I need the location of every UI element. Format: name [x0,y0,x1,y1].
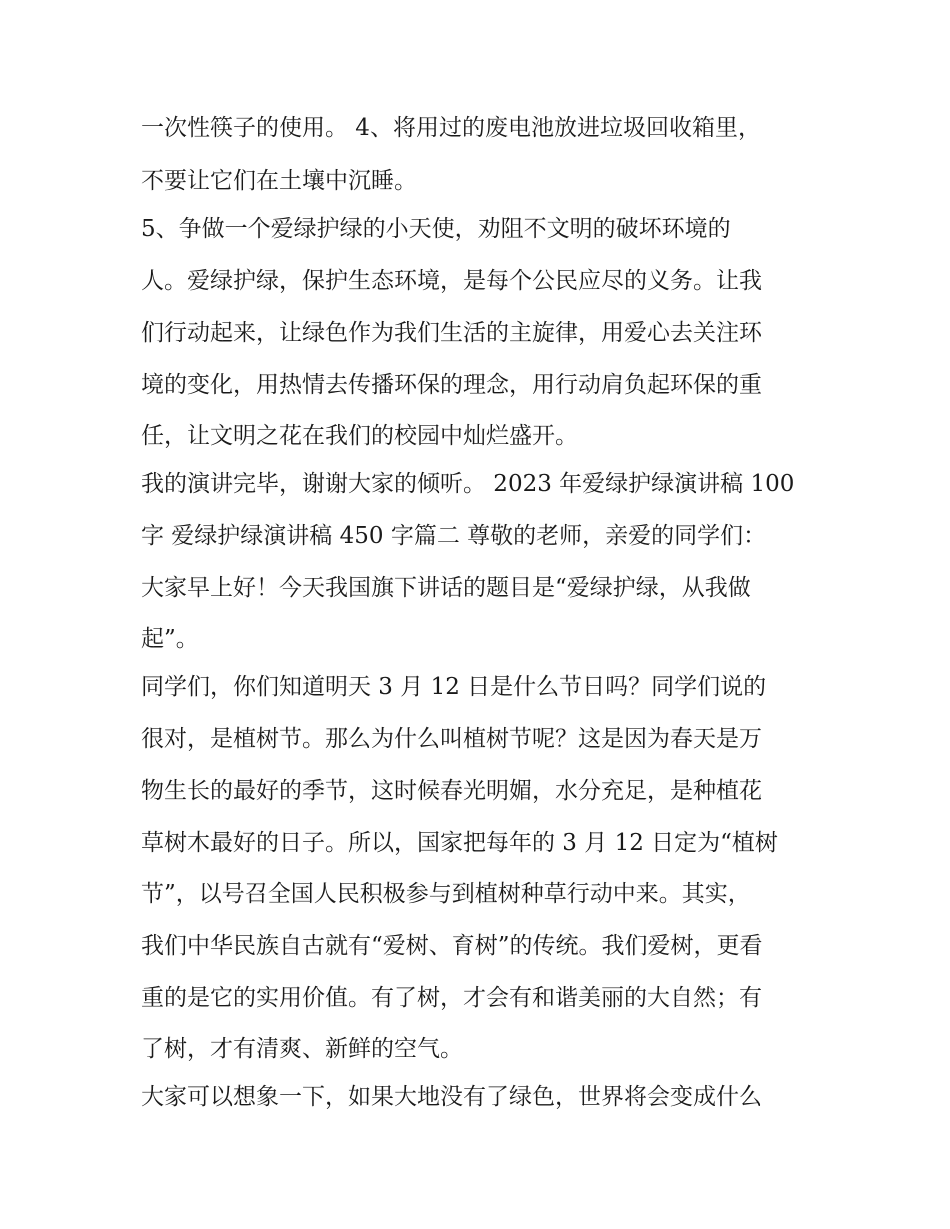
text-line: 起”。 [141,626,199,652]
text-line: 草树木最好的日子。所以，国家把每年的 3 月 12 日定为“植树 [141,830,778,856]
text-line: 很对，是植树节。那么为什么叫植树节呢？这是因为春天是万 [141,726,762,752]
text-line: 了树，才有清爽、新鲜的空气。 [141,1036,463,1062]
text-line: 境的变化，用热情去传播环保的理念，用行动肩负起环保的重 [141,372,762,398]
text-line: 一次性筷子的使用。 4、将用过的废电池放进垃圾回收箱里， [141,115,761,141]
text-line: 人。爱绿护绿，保护生态环境，是每个公民应尽的义务。让我 [141,268,762,294]
text-line: 我们中华民族自古就有“爱树、育树”的传统。我们爱树，更看 [141,933,763,959]
text-line: 我的演讲完毕，谢谢大家的倾听。 2023 年爱绿护绿演讲稿 100 [141,471,795,497]
text-line: 物生长的最好的季节，这时候春光明媚，水分充足，是种植花 [141,778,762,804]
text-line: 重的是它的实用价值。有了树，才会有和谐美丽的大自然；有 [141,985,762,1011]
text-line: 同学们，你们知道明天 3 月 12 日是什么节日吗？同学们说的 [141,674,767,700]
text-line: 们行动起来，让绿色作为我们生活的主旋律，用爱心去关注环 [141,320,762,346]
text-line: 节”，以号召全国人民积极参与到植树种草行动中来。其实， [141,881,751,907]
text-line: 任，让文明之花在我们的校园中灿烂盛开。 [141,423,578,449]
text-line: 大家可以想象一下，如果大地没有了绿色，世界将会变成什么 [141,1084,762,1110]
text-line: 不要让它们在土壤中沉睡。 [141,168,417,194]
text-line: 5、争做一个爱绿护绿的小天使，劝阻不文明的破坏环境的 [141,216,731,242]
text-line: 大家早上好！今天我国旗下讲话的题目是“爱绿护绿，从我做 [141,575,751,601]
text-line: 字 爱绿护绿演讲稿 450 字篇二 尊敬的老师，亲爱的同学们： [141,523,767,549]
